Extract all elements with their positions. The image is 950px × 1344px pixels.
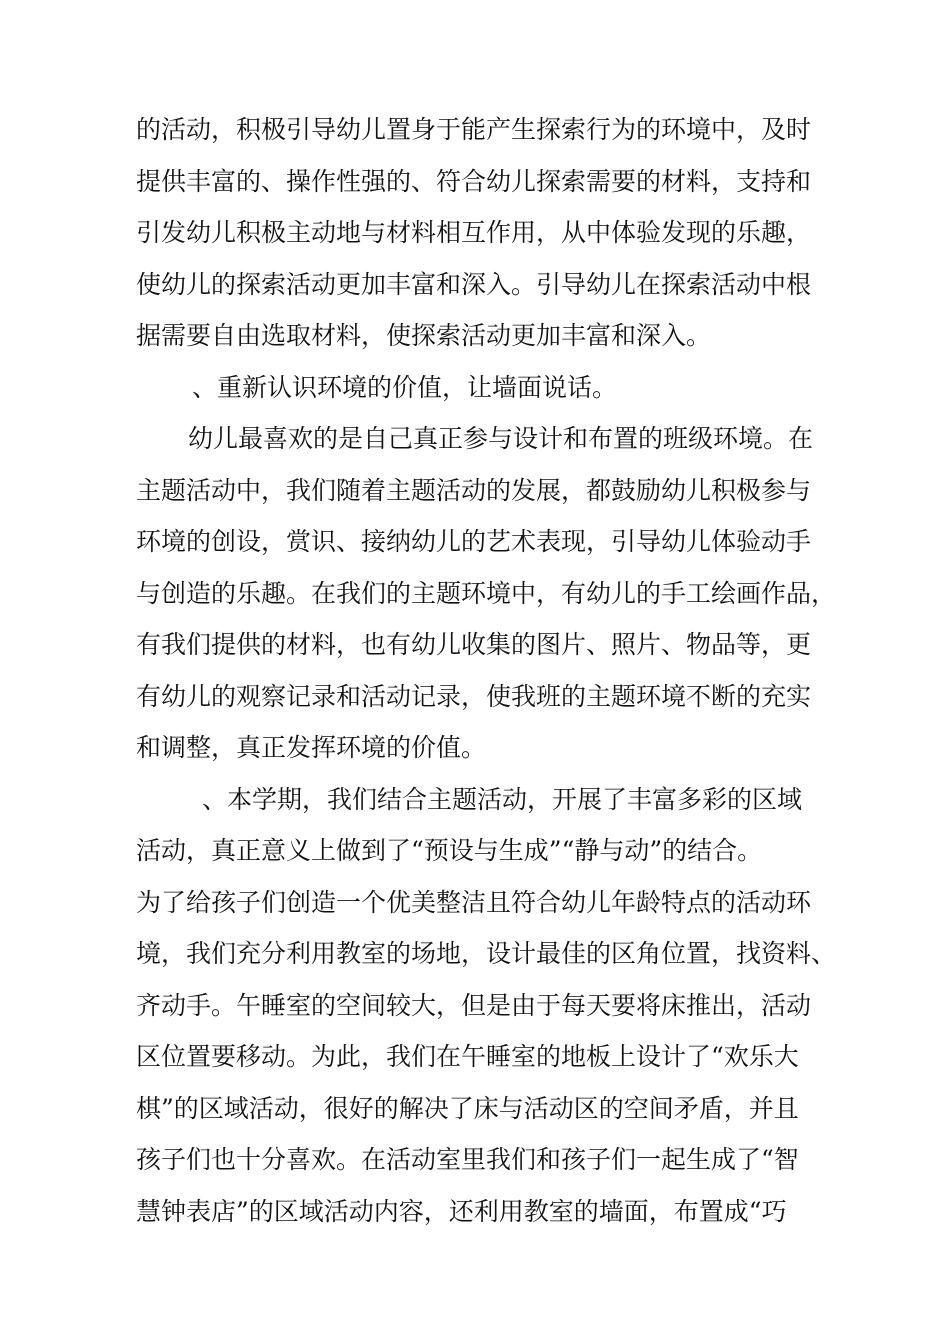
text-line: 棋”的区域活动，很好的解决了床与活动区的空间矛盾，并且 [136,1093,799,1123]
text-line: 和调整，真正发挥环境的价值。 [136,733,487,762]
text-line: 慧钟表店”的区域活动内容，还利用教室的墙面，布置成“巧 [136,1196,787,1226]
paragraph-start: 、本学期，我们结合主题活动，开展了丰富多彩的区域 [202,784,803,814]
text-line: 使幼儿的探索活动更加丰富和深入。引导幼儿在探索活动中根 [136,269,812,299]
text-line: 境，我们充分利用教室的场地，设计最佳的区角位置，找资料、 [136,939,837,968]
text-line: 据需要自由选取材料，使探索活动更加丰富和深入。 [136,321,712,350]
text-line: 区位置要移动。为此，我们在午睡室的地板上设计了“欢乐大 [136,1042,799,1071]
text-line: 孩子们也十分喜欢。在活动室里我们和孩子们一起生成了“智 [136,1145,799,1174]
text-line: 有幼儿的观察记录和活动记录，使我班的主题环境不断的充实 [136,681,812,711]
text-line: 环境的创设，赏识、接纳幼儿的艺术表现，引导幼儿体验动手 [136,527,812,556]
text-line: 引发幼儿积极主动地与材料相互作用，从中体验发现的乐趣， [136,218,812,247]
text-line: 有我们提供的材料，也有幼儿收集的图片、照片、物品等，更 [136,630,812,659]
text-line: 活动，真正意义上做到了“预设与生成”“静与动”的结合。 [136,836,763,865]
text-line: 提供丰富的、操作性强的、符合幼儿探索需要的材料，支持和 [136,166,812,196]
text-line: 的活动，积极引导幼儿置身于能产生探索行为的环境中，及时 [136,115,812,144]
body-text [136,104,856,1237]
text-line: 齐动手。午睡室的空间较大，但是由于每天要将床推出，活动 [136,990,812,1020]
paragraph-start: 幼儿最喜欢的是自己真正参与设计和布置的班级环境。在 [188,424,814,453]
text-line: 与创造的乐趣。在我们的主题环境中，有幼儿的手工绘画作品， [136,578,837,608]
text-line: 为了给孩子们创造一个优美整洁且符合幼儿年龄特点的活动环 [136,887,812,917]
section-heading: 、重新认识环境的价值，让墙面说话。 [192,372,618,402]
text-line: 主题活动中，我们随着主题活动的发展，都鼓励幼儿积极参与 [136,475,812,505]
